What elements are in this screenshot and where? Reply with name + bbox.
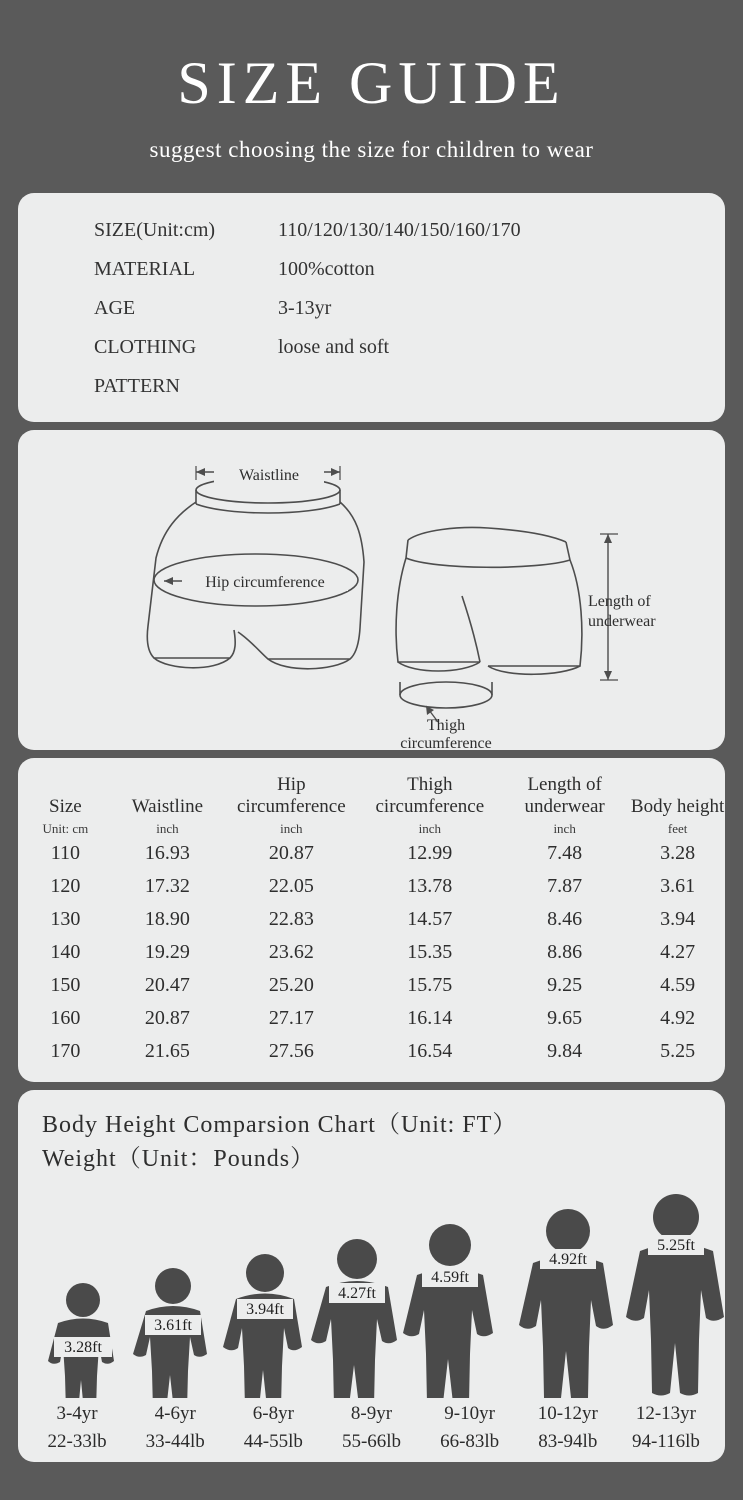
cell-length: 9.65 [547, 1006, 583, 1029]
thigh-label-line2: circumference [400, 735, 492, 750]
underwear-diagram [18, 430, 725, 750]
label-column-5 [421, 1400, 519, 1455]
cell-body-height: 4.59 [660, 973, 696, 996]
age-label-3: 6-8yr [252, 1403, 294, 1425]
spec-panel [18, 193, 725, 422]
figure-row [18, 1183, 725, 1398]
spec-value: 100%cotton [278, 258, 375, 280]
thigh-label-line1: Thigh [426, 717, 466, 734]
height-value-1: 3.28ft [64, 1339, 102, 1357]
spec-value: 3-13yr [278, 297, 332, 319]
weight-label-2: 33-44lb [145, 1430, 205, 1452]
header-waistline-label: Waistline [131, 795, 204, 817]
cell-hip: 22.83 [268, 907, 314, 930]
label-column-4 [322, 1400, 420, 1455]
label-column-7 [617, 1400, 715, 1455]
hip-circumference-label: Hip circumference [205, 574, 325, 591]
height-comparison-figures [18, 1183, 725, 1398]
measurement-diagram-panel [18, 430, 725, 750]
header-hip-label: Hip circumference [237, 774, 346, 817]
weight-label-4: 55-66lb [341, 1430, 402, 1452]
cell-waistline: 20.87 [144, 1006, 190, 1029]
cell-length: 8.86 [547, 940, 583, 963]
header-body-height-label: Body height [630, 795, 725, 817]
cell-thigh: 16.14 [407, 1006, 453, 1029]
header-length [499, 772, 630, 837]
label-column-3 [224, 1400, 322, 1455]
header [0, 0, 743, 163]
table-row [18, 936, 725, 969]
cell-size: 130 [50, 907, 81, 930]
cell-body-height: 3.94 [660, 907, 696, 930]
height-value-4: 4.27ft [338, 1285, 376, 1303]
spec-value: loose and soft [278, 336, 390, 358]
height-comparison-panel [18, 1090, 725, 1462]
height-value-7: 5.25ft [657, 1237, 695, 1255]
age-label-4: 8-9yr [350, 1403, 393, 1425]
height-value-3: 3.94ft [246, 1301, 284, 1319]
cell-hip: 27.56 [268, 1039, 314, 1062]
header-size [18, 772, 113, 837]
cell-thigh: 16.54 [407, 1039, 453, 1062]
header-thigh [361, 772, 499, 837]
cell-body-height: 4.92 [660, 1006, 696, 1029]
chart-title-line2: Weight（Unit：Pounds） [42, 1146, 316, 1173]
length-label-line2: underwear [588, 613, 656, 630]
cell-length: 9.84 [547, 1039, 583, 1062]
cell-body-height: 3.61 [660, 874, 696, 897]
label-column-2 [126, 1400, 224, 1455]
cell-body-height: 3.28 [660, 841, 696, 864]
weight-label-1: 22-33lb [47, 1430, 107, 1452]
cell-waistline: 20.47 [144, 973, 190, 996]
header-size-unit: Unit: cm [42, 820, 89, 836]
header-size-label: Size [49, 795, 82, 817]
spec-key: SIZE(Unit:cm) [94, 219, 216, 241]
cell-size: 110 [50, 841, 80, 864]
spec-value: 110/120/130/140/150/160/170 [278, 219, 521, 241]
person-figure-3 [223, 1254, 302, 1398]
cell-thigh: 12.99 [407, 841, 453, 864]
cell-thigh: 13.78 [407, 874, 453, 897]
header-length-unit: inch [553, 820, 576, 836]
age-label-6: 10-12yr [537, 1403, 598, 1425]
table-header-row [18, 772, 725, 837]
page-title: SIZE GUIDE [177, 50, 566, 116]
cell-hip: 20.87 [268, 841, 314, 864]
header-length-label: Length of underwear [524, 774, 605, 817]
weight-label-6: 83-94lb [538, 1430, 598, 1452]
spec-row [18, 289, 725, 328]
table-row [18, 1002, 725, 1035]
spec-row [18, 250, 725, 289]
cell-hip: 27.17 [268, 1006, 314, 1029]
cell-thigh: 15.75 [407, 973, 453, 996]
table-row [18, 969, 725, 1002]
table-row [18, 870, 725, 903]
person-figure-7 [626, 1194, 724, 1396]
label-column-1 [28, 1400, 126, 1455]
cell-length: 7.48 [547, 841, 583, 864]
height-value-6: 4.92ft [549, 1251, 587, 1269]
table-row [18, 903, 725, 936]
header-hip [222, 772, 360, 837]
cell-waistline: 19.29 [144, 940, 190, 963]
header-body-height [630, 772, 725, 837]
spec-key: AGE [94, 297, 136, 319]
spec-row [18, 328, 725, 406]
header-body-height-unit: feet [667, 820, 688, 836]
height-value-2: 3.61ft [154, 1317, 192, 1335]
person-figure-4 [311, 1239, 397, 1398]
cell-thigh: 15.35 [407, 940, 453, 963]
height-value-5: 4.59ft [431, 1269, 469, 1287]
header-waistline-unit: inch [156, 820, 179, 836]
header-waistline [113, 772, 222, 837]
weight-label-5: 66-83lb [440, 1430, 500, 1452]
age-label-7: 12-13yr [635, 1403, 696, 1425]
age-label-1: 3-4yr [56, 1403, 98, 1425]
table-row [18, 837, 725, 870]
table-row [18, 1035, 725, 1068]
cell-size: 120 [50, 874, 81, 897]
cell-hip: 23.62 [268, 940, 314, 963]
age-label-2: 4-6yr [154, 1403, 196, 1425]
cell-length: 9.25 [547, 973, 583, 996]
label-column-6 [519, 1400, 617, 1455]
cell-waistline: 17.32 [144, 874, 190, 897]
spec-key: MATERIAL [94, 258, 196, 280]
cell-length: 8.46 [547, 907, 583, 930]
figure-labels [18, 1400, 725, 1455]
cell-waistline: 21.65 [144, 1039, 190, 1062]
length-label-line1: Length of [588, 593, 651, 610]
spec-row [18, 211, 725, 250]
header-thigh-label: Thigh circumference [375, 774, 485, 817]
waistline-label: Waistline [238, 467, 300, 484]
weight-label-3: 44-55lb [243, 1430, 303, 1452]
spec-key: CLOTHING PATTERN [94, 336, 197, 397]
cell-hip: 22.05 [268, 874, 314, 897]
cell-waistline: 16.93 [144, 841, 190, 864]
person-figure-6 [519, 1209, 613, 1398]
cell-body-height: 4.27 [660, 940, 696, 963]
cell-thigh: 14.57 [407, 907, 453, 930]
person-figure-5 [403, 1224, 493, 1398]
cell-size: 170 [50, 1039, 81, 1062]
age-label-5: 9-10yr [444, 1403, 495, 1425]
chart-title-line1: Body Height Comparsion Chart（Unit: FT） [42, 1111, 518, 1138]
cell-hip: 25.20 [268, 973, 314, 996]
measurement-table [18, 772, 725, 1068]
measurement-table-panel [18, 758, 725, 1082]
cell-waistline: 18.90 [144, 907, 190, 930]
weight-label-7: 94-116lb [631, 1430, 700, 1452]
cell-size: 140 [50, 940, 81, 963]
page-subtitle: suggest choosing the size for children to wear [149, 137, 594, 162]
cell-length: 7.87 [547, 874, 583, 897]
cell-body-height: 5.25 [660, 1039, 696, 1062]
header-hip-unit: inch [280, 820, 303, 836]
cell-size: 150 [50, 973, 81, 996]
header-thigh-unit: inch [418, 820, 441, 836]
cell-size: 160 [50, 1006, 81, 1029]
